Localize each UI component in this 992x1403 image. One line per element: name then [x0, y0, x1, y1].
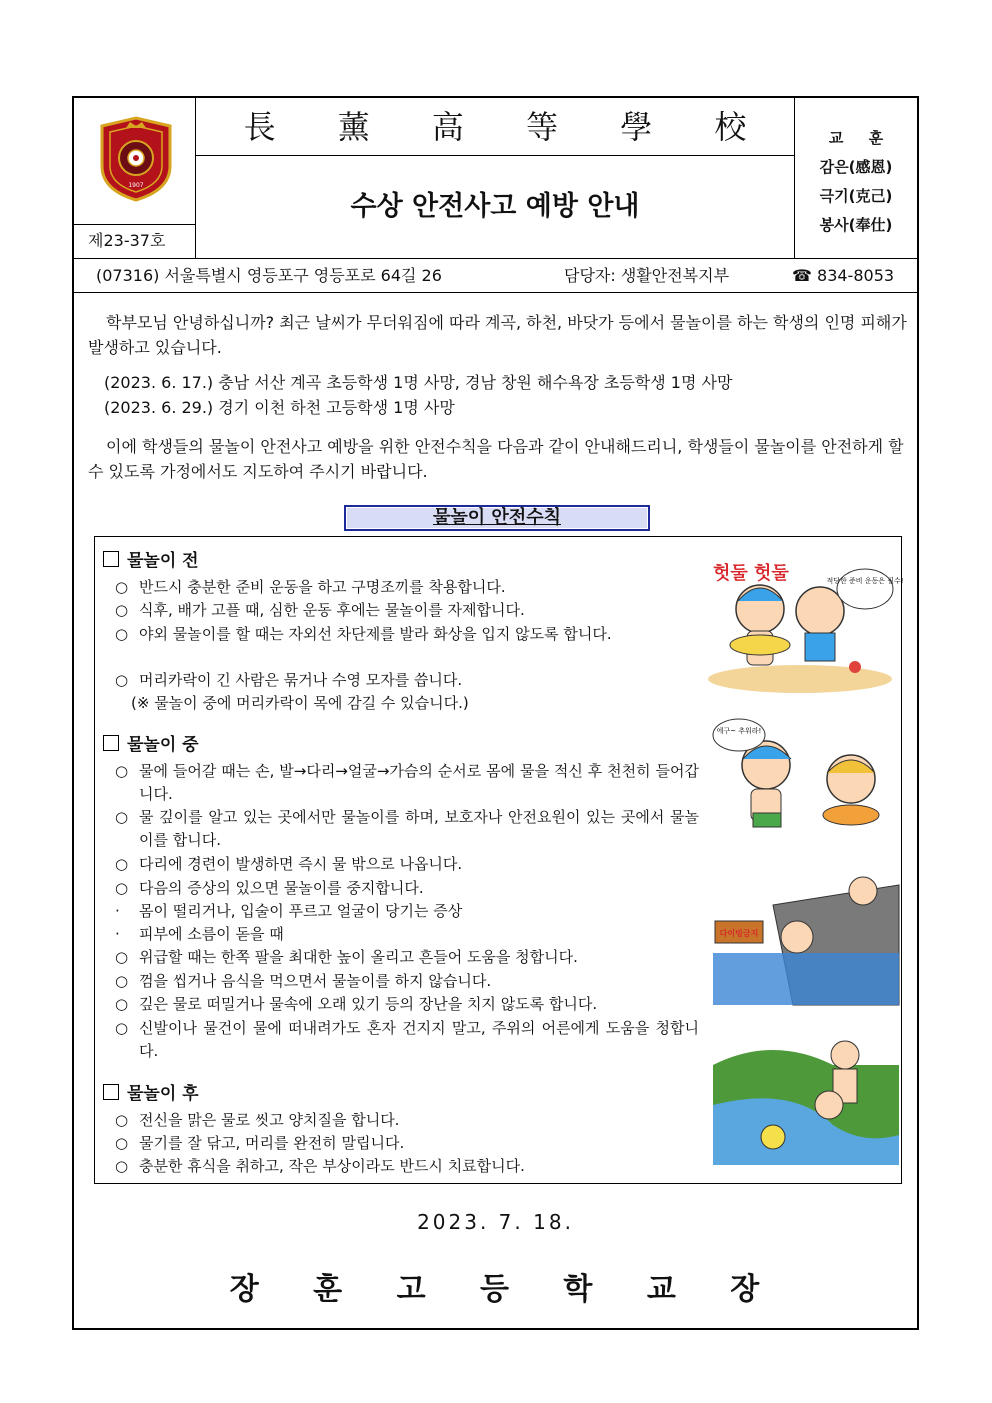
- symptom-item: · 피부에 소름이 돋을 때: [115, 925, 284, 943]
- rule-item: ○ 머리카락이 긴 사람은 묶거나 수영 모자를 씁니다.: [115, 671, 463, 689]
- rule-item: ○ 위급할 때는 한쪽 팔을 최대한 높이 올리고 흔들어 도움을 청합니다.: [115, 948, 578, 966]
- section-after-heading: 물놀이 후: [103, 1082, 199, 1106]
- rule-item: ○ 반드시 충분한 준비 운동을 하고 구명조끼를 착용합니다.: [115, 578, 506, 596]
- contact-bar: [74, 258, 917, 293]
- letterhead: [74, 98, 917, 258]
- rule-item: ○ 물에 들어갈 때는 손, 발→다리→얼굴→가슴의 순서로 몸에 물을 적신 후 천천히 들어갑니다.: [115, 762, 699, 803]
- notice-paragraph: 이에 학생들의 물놀이 안전사고 예방을 위한 안전수칙을 다음과 같이 안내해드리니, 학생들이 물놀이를 안전하게 할 수 있도록 가정에서도 지도하여 주시기 바랍니다.: [88, 437, 904, 481]
- symptom-item: · 몸이 떨리거나, 입술이 푸르고 얼굴이 당기는 증상: [115, 902, 463, 920]
- rule-item: ○ 물기를 잘 닦고, 머리를 완전히 말립니다.: [115, 1134, 405, 1152]
- rule-item: ○ 깊은 물로 떠밀거나 물속에 오래 있기 등의 장난을 치지 않도록 합니다.: [115, 995, 598, 1013]
- warmup-title: 헛둘 헛둘: [713, 563, 789, 584]
- warmup-bubble-text: 적당한 준비 운동은 필수!: [826, 577, 904, 585]
- document-date: 2023. 7. 18.: [417, 1210, 574, 1234]
- school-name: 長 薰 高 等 學 校: [196, 98, 794, 156]
- rule-item: ○ 물 깊이를 알고 있는 곳에서만 물놀이를 하며, 보호자나 안전요원이 있는 곳에서 물놀이를 합니다.: [115, 808, 699, 849]
- rule-note: (※ 물놀이 중에 머리카락이 목에 감길 수 있습니다.): [131, 694, 469, 712]
- logo-year: 1907: [128, 182, 144, 189]
- danger-sign-text: 다이빙금지: [719, 929, 759, 938]
- motto-cell: [794, 98, 917, 258]
- school-emblem-icon: [98, 116, 174, 202]
- intro-paragraph: 학부모님 안녕하십니까? 최근 날씨가 무더워짐에 따라 계곡, 하천, 바닷가 등에서 물놀이를 하는 학생의 인명 피해가 발생하고 있습니다.: [88, 313, 907, 357]
- motto-line: 감은(感恩): [819, 158, 893, 176]
- river-illustration: [713, 1025, 899, 1165]
- rule-item: ○ 충분한 휴식을 취하고, 작은 부상이라도 반드시 치료합니다.: [115, 1157, 525, 1175]
- checkbox-icon: [103, 735, 119, 751]
- principal-signature: 장 훈 고 등 학 교 장: [229, 1272, 782, 1307]
- checkbox-icon: [103, 551, 119, 567]
- incident-item: (2023. 6. 29.) 경기 이천 하천 고등학생 1명 사망: [104, 398, 455, 417]
- rule-item: ○ 전신을 맑은 물로 씻고 양치질을 합니다.: [115, 1111, 400, 1129]
- rule-item: ○ 다리에 경련이 발생하면 즉시 물 밖으로 나옵니다.: [115, 855, 463, 873]
- motto-line: 봉사(奉仕): [819, 216, 893, 234]
- document-frame: [72, 96, 919, 1330]
- rule-item: ○ 다음의 증상의 있으면 물놀이를 중지합니다.: [115, 879, 424, 897]
- motto-heading: 교 훈: [828, 129, 894, 147]
- cold-bubble-text: 에구~ 추워라!: [716, 727, 762, 735]
- school-address: (07316) 서울특별시 영등포구 영등포로 64길 26: [96, 266, 442, 285]
- title-cell: [196, 98, 794, 258]
- rule-item: ○ 신발이나 물건이 물에 떠내려가도 혼자 건지지 말고, 주위의 어른에게 도움을 청합니다.: [115, 1019, 699, 1060]
- incident-list: [104, 370, 732, 420]
- document-number: 제23-37호: [74, 224, 196, 258]
- rule-item: ○ 야외 물놀이를 할 때는 자외선 차단제를 발라 화상을 입지 않도록 합니다.: [115, 625, 612, 643]
- section-during-heading: 물놀이 중: [103, 733, 199, 757]
- phone-number: ☎ 834-8053: [792, 266, 895, 285]
- safety-rules-banner: 물놀이 안전수칙: [344, 505, 650, 531]
- incident-item: (2023. 6. 17.) 충남 서산 계곡 초등학생 1명 사망, 경남 창원 해수욕장 초등학생 1명 사망: [104, 373, 733, 392]
- cold-water-illustration: [711, 717, 899, 857]
- document-title: 수상 안전사고 예방 안내: [350, 191, 640, 222]
- warmup-illustration: [705, 549, 904, 694]
- rule-item: ○ 식후, 배가 고플 때, 심한 운동 후에는 물놀이를 자제합니다.: [115, 601, 525, 619]
- logo-cell: [74, 98, 196, 258]
- manager-name: 담당자: 생활안전복지부: [564, 266, 730, 285]
- checkbox-icon: [103, 1084, 119, 1100]
- diving-illustration: [713, 865, 899, 1005]
- section-before-heading: 물놀이 전: [103, 549, 199, 573]
- safety-rules-box: [94, 536, 902, 1184]
- rule-item: ○ 껌을 씹거나 음식을 먹으면서 물놀이를 하지 않습니다.: [115, 972, 492, 990]
- motto-line: 극기(克己): [819, 187, 893, 205]
